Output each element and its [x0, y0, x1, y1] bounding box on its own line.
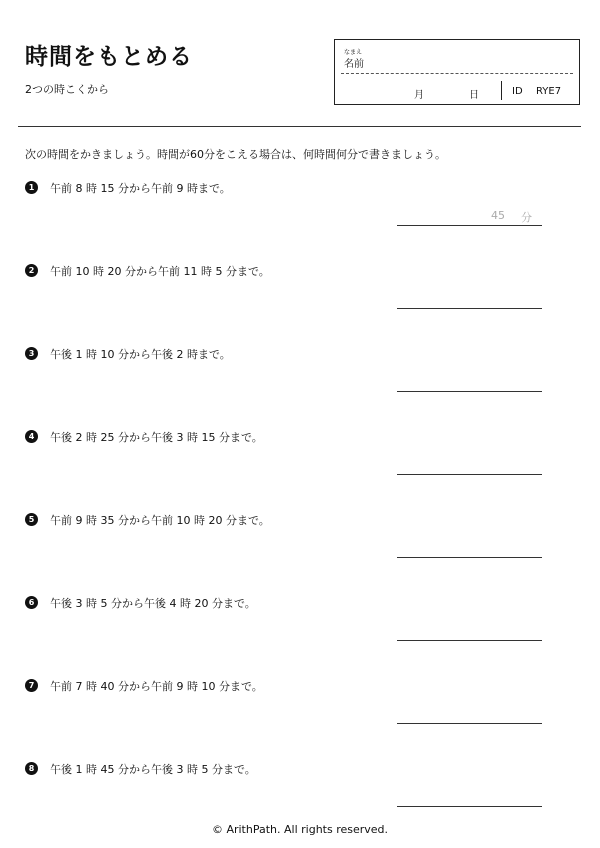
answer-line[interactable]: [397, 640, 542, 641]
problem-5: [25, 513, 555, 583]
problem-8: [25, 762, 555, 832]
answer-line[interactable]: [397, 723, 542, 724]
answer-line[interactable]: [397, 225, 542, 226]
problem-number: 7: [25, 679, 38, 692]
page-title: 時間をもとめる: [25, 44, 193, 70]
problem-4: [25, 430, 555, 500]
problem-text: 午後 1 時 45 分から午後 3 時 5 分まで。: [50, 763, 256, 776]
problem-number: 5: [25, 513, 38, 526]
problem-3: [25, 347, 555, 417]
day-label: 日: [469, 90, 479, 101]
answer-line[interactable]: [397, 308, 542, 309]
problem-number: 3: [25, 347, 38, 360]
month-label: 月: [414, 90, 424, 101]
name-furigana: なまえ: [344, 49, 363, 56]
problem-number: 4: [25, 430, 38, 443]
name-box: [334, 39, 580, 105]
problem-text: 午前 9 時 35 分から午前 10 時 20 分まで。: [50, 514, 270, 527]
id-separator: [501, 81, 502, 100]
name-label: 名前: [344, 59, 364, 70]
problem-text: 午前 7 時 40 分から午前 9 時 10 分まで。: [50, 680, 263, 693]
example-answer: 45: [491, 209, 505, 222]
problem-number: 1: [25, 181, 38, 194]
id-value: RYE7: [536, 86, 562, 97]
instructions: 次の時間をかきましょう。時間が60分をこえる場合は、何時間何分で書きましょう。: [25, 148, 446, 161]
copyright-footer: © ArithPath. All rights reserved.: [211, 823, 389, 836]
problem-number: 2: [25, 264, 38, 277]
problem-6: [25, 596, 555, 666]
problem-2: [25, 264, 555, 334]
problem-number: 6: [25, 596, 38, 609]
problem-text: 午前 10 時 20 分から午前 11 時 5 分まで。: [50, 265, 270, 278]
name-dotted-line: [341, 73, 573, 74]
answer-line[interactable]: [397, 391, 542, 392]
header-divider: [18, 126, 581, 127]
id-label: ID: [512, 86, 523, 97]
answer-line[interactable]: [397, 806, 542, 807]
example-answer-unit: 分: [521, 211, 532, 224]
problem-1: [25, 181, 555, 251]
problem-text: 午後 3 時 5 分から午後 4 時 20 分まで。: [50, 597, 256, 610]
problem-text: 午後 2 時 25 分から午後 3 時 15 分まで。: [50, 431, 263, 444]
problem-text: 午前 8 時 15 分から午前 9 時まで。: [50, 182, 231, 195]
answer-line[interactable]: [397, 557, 542, 558]
page-subtitle: 2つの時こくから: [25, 83, 109, 96]
problem-text: 午後 1 時 10 分から午後 2 時まで。: [50, 348, 231, 361]
problem-7: [25, 679, 555, 749]
answer-line[interactable]: [397, 474, 542, 475]
problem-number: 8: [25, 762, 38, 775]
